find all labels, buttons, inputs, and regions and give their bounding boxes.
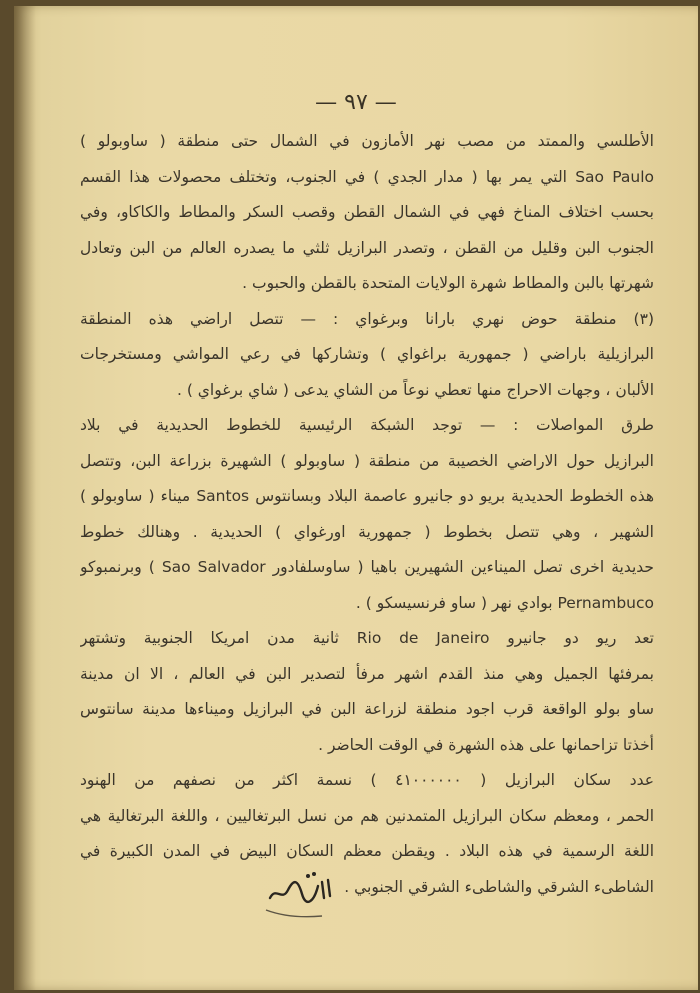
- text-line: هذه الخطوط الحديدية بريو دو جانيرو عاصمة البلاد وبسانتوس Santos ميناء ( ساوبولو ): [80, 487, 654, 505]
- paragraph: [80, 124, 654, 302]
- book-page: [14, 6, 698, 990]
- text-line: اللغة الرسمية في هذه البلاد . ويقطن معظم السكان البيض في المدن الكبيرة في: [80, 842, 654, 860]
- handwritten-signature: [262, 868, 340, 910]
- text-line: شهرتها بالبن والمطاط شهرة الولايات المتحدة بالقطن والحبوب .: [242, 274, 654, 292]
- page-number: — ٩٧ —: [315, 90, 397, 115]
- text-line: البرازيل حول الاراضي الخصيبة من منطقة ( ساوبولو ) الشهيرة بزراعة البن، وتتصل: [80, 451, 654, 470]
- text-line: عدد سكان البرازيل ( ٤١٠٠٠٠٠٠ ) نسمة اكثر من نصفهم من الهنود: [80, 771, 654, 789]
- text-line: (٣) منطقة حوض نهري بارانا وبرغواي : — تتصل اراضي هذه المنطقة: [80, 309, 654, 328]
- text-line: طرق المواصلات : — توجد الشبكة الرئيسية للخطوط الحديدية في بلاد: [80, 416, 654, 434]
- text-line: الحمر ، ومعظم سكان البرازيل المتمدنين هم من نسل البرتغاليين ، واللغة البرتغالية هي: [80, 806, 654, 825]
- paragraph: [80, 621, 654, 763]
- text-line: الأطلسي والممتد من مصب نهر الأمازون في الشمال حتى منطقة ( ساوبولو ): [80, 132, 654, 150]
- text-line: بحسب اختلاف المناخ فهي في الشمال القطن وقصب السكر والمطاط والكاكاو، وفي: [80, 203, 654, 221]
- paragraph: [80, 302, 654, 409]
- binding-shadow: [14, 6, 36, 990]
- text-line: بمرفئها الجميل وهي منذ القدم اشهر مرفأ لتصدير البن في العالم ، الا ان مدينة: [80, 664, 654, 683]
- page-body: [80, 124, 654, 905]
- text-line: الشهير ، وهي تتصل بخطوط ( جمهورية اورغواي ) الحديدية . وهنالك خطوط: [80, 522, 654, 541]
- text-line: ساو بولو الواقعة قرب اجود منطقة لزراعة البن في البرازيل وميناءها مدينة سانتوس: [80, 700, 654, 718]
- text-line: الجنوب البن وقليل من القطن ، وتصدر البرازيل ثلثي ما يصدره العالم من البن وتعادل: [80, 238, 654, 257]
- paragraph: [80, 763, 654, 905]
- text-line: حديدية اخرى تصل الميناءين الشهيرين باهيا ( ساوسلفادور Sao Salvador ) وبرنمبوكو: [80, 558, 654, 576]
- pencil-underline: [264, 906, 324, 920]
- text-line: الشاطىء الشرقي والشاطىء الشرقي الجنوبي .: [344, 877, 654, 896]
- text-line: أخذتا تزاحمانها على هذه الشهرة في الوقت الحاضر .: [318, 735, 654, 754]
- text-line: تعد ريو دو جانيرو Rio de Janeiro ثانية مدن امريكا الجنوبية وتشتهر: [80, 629, 654, 647]
- text-line: الألبان ، وجهات الاحراج منها تعطي نوعاً من الشاي يدعى ( شاي برغواي ) .: [176, 380, 654, 399]
- text-line: Pernambuco بوادي نهر ( ساو فرنسيسكو ) .: [355, 593, 654, 612]
- paragraph: [80, 408, 654, 621]
- text-line: Sao Paulo التي يمر بها ( مدار الجدي ) في الجنوب، وتختلف محصولات هذا القسم: [80, 167, 654, 186]
- text-line: البرازيلية باراضي ( جمهورية براغواي ) وتشاركها في رعي المواشي ومستخرجات: [80, 345, 654, 363]
